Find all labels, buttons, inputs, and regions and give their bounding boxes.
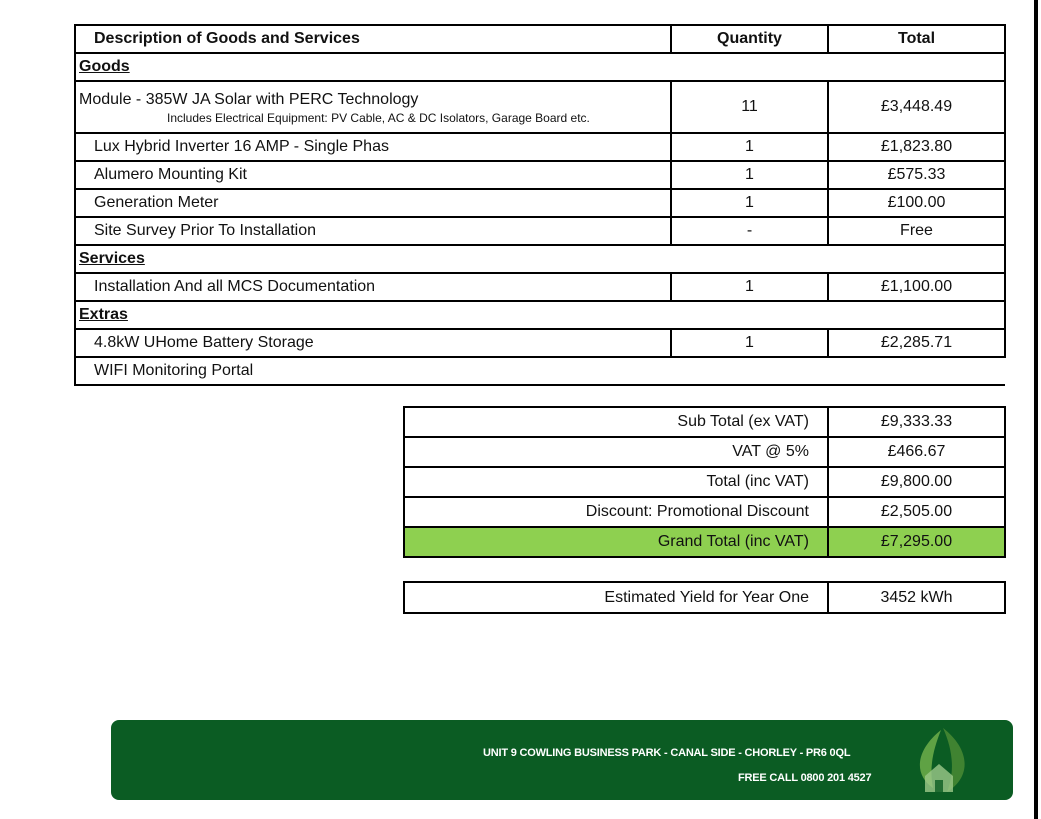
totals-table	[403, 406, 1006, 558]
footer-banner	[111, 720, 1013, 800]
row-description: Installation And all MCS Documentation	[75, 273, 671, 301]
row-total: Free	[828, 217, 1005, 245]
row-quantity: 1	[671, 133, 828, 161]
row-description: Lux Hybrid Inverter 16 AMP - Single Phas	[75, 133, 671, 161]
row-description: Generation Meter	[75, 189, 671, 217]
totals-value: £9,333.33	[828, 407, 1005, 437]
row-total: £3,448.49	[828, 81, 1005, 133]
row-quantity: -	[671, 217, 828, 245]
yield-row	[404, 582, 1005, 613]
row-quantity: 11	[671, 81, 828, 133]
quote-table	[74, 24, 1006, 386]
grand-total-label: Grand Total (inc VAT)	[404, 527, 828, 557]
table-row	[75, 189, 1005, 217]
totals-value: £466.67	[828, 437, 1005, 467]
header-description: Description of Goods and Services	[75, 25, 671, 53]
row-quantity: 1	[671, 329, 828, 357]
section-row-extras	[75, 301, 1005, 329]
footer-phone: FREE CALL 0800 201 4527	[738, 772, 872, 784]
table-row	[75, 273, 1005, 301]
totals-row	[404, 497, 1005, 527]
totals-row	[404, 437, 1005, 467]
totals-label: VAT @ 5%	[404, 437, 828, 467]
totals-row	[404, 407, 1005, 437]
table-row	[75, 357, 1005, 385]
section-extras: Extras	[75, 301, 1005, 329]
totals-value: £2,505.00	[828, 497, 1005, 527]
row-description	[75, 81, 671, 133]
row-total: £1,823.80	[828, 133, 1005, 161]
totals-value: £9,800.00	[828, 467, 1005, 497]
section-row-goods	[75, 53, 1005, 81]
row-total: £2,285.71	[828, 329, 1005, 357]
row-quantity: 1	[671, 161, 828, 189]
table-row	[75, 217, 1005, 245]
row-quantity: 1	[671, 189, 828, 217]
row-note: Includes Electrical Equipment: PV Cable, AC & DC Isolators, Garage Board etc.	[167, 111, 590, 125]
yield-table	[403, 581, 1006, 614]
page-edge-rule	[1034, 0, 1038, 819]
row-total: £100.00	[828, 189, 1005, 217]
table-row	[75, 161, 1005, 189]
header-row	[75, 25, 1005, 53]
row-description: 4.8kW UHome Battery Storage	[75, 329, 671, 357]
totals-label: Sub Total (ex VAT)	[404, 407, 828, 437]
footer-address: UNIT 9 COWLING BUSINESS PARK - CANAL SIDE - CHORLEY - PR6 0QL	[483, 747, 851, 759]
house-leaf-logo-icon	[881, 722, 1001, 800]
header-total: Total	[828, 25, 1005, 53]
row-quantity: 1	[671, 273, 828, 301]
header-quantity: Quantity	[671, 25, 828, 53]
grand-total-value: £7,295.00	[828, 527, 1005, 557]
row-total: £1,100.00	[828, 273, 1005, 301]
yield-label: Estimated Yield for Year One	[404, 582, 828, 613]
row-description: Site Survey Prior To Installation	[75, 217, 671, 245]
table-row	[75, 329, 1005, 357]
row-description-text: Module - 385W JA Solar with PERC Technology	[79, 91, 419, 108]
yield-value: 3452 kWh	[828, 582, 1005, 613]
row-description: Alumero Mounting Kit	[75, 161, 671, 189]
section-services: Services	[75, 245, 1005, 273]
section-row-services	[75, 245, 1005, 273]
row-total: £575.33	[828, 161, 1005, 189]
grand-total-row	[404, 527, 1005, 557]
section-goods: Goods	[75, 53, 1005, 81]
totals-label: Total (inc VAT)	[404, 467, 828, 497]
totals-label: Discount: Promotional Discount	[404, 497, 828, 527]
totals-row	[404, 467, 1005, 497]
table-row	[75, 81, 1005, 133]
row-description: WIFI Monitoring Portal	[75, 357, 1005, 385]
table-row	[75, 133, 1005, 161]
